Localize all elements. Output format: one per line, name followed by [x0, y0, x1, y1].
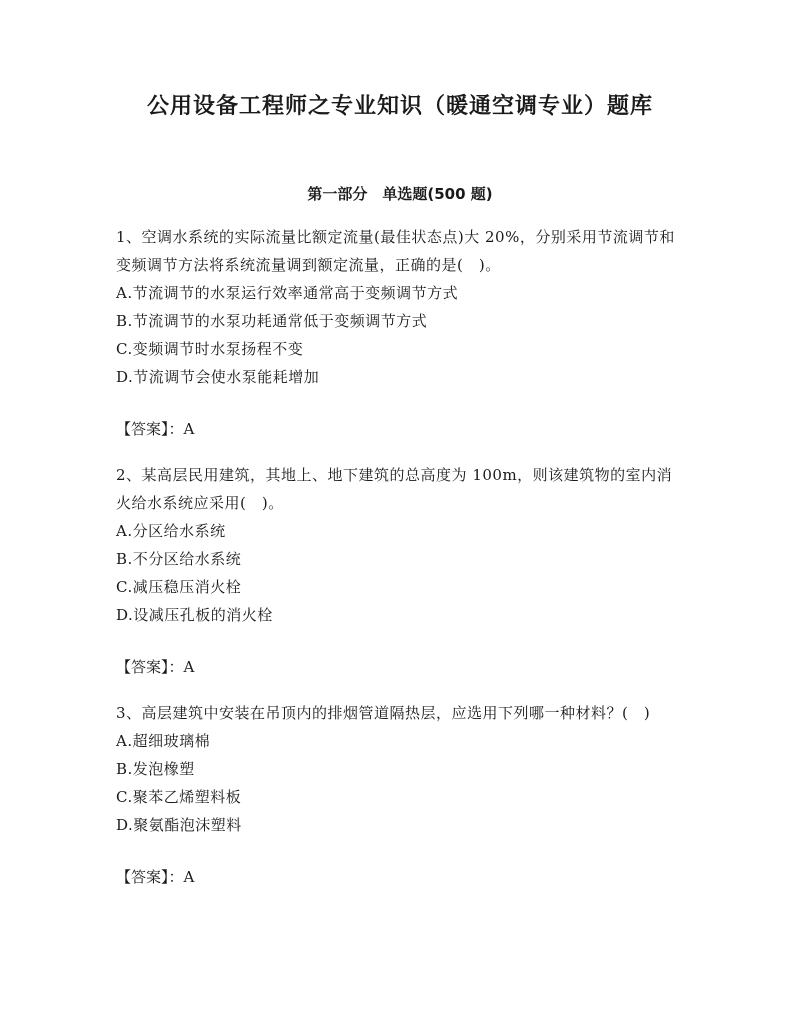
answer-line: [116, 415, 676, 443]
option-b: B.节流调节的水泵功耗通常低于变频调节方式: [116, 312, 428, 330]
question-stem: 1、空调水系统的实际流量比额定流量(最佳状态点)大 20%，分别采用节流调节和变频调节方法将系统流量调到额定流量，正确的是( )。: [116, 228, 675, 274]
option-b: B.不分区给水系统: [116, 550, 242, 568]
document-title: 公用设备工程师之专业知识（暖通空调专业）题库: [146, 94, 653, 119]
option-a: A.节流调节的水泵运行效率通常高于变频调节方式: [116, 284, 459, 302]
question-stem: 2、某高层民用建筑，其地上、地下建筑的总高度为 100m，则该建筑物的室内消火给水系统应采用( )。: [116, 466, 673, 512]
answer-line: [116, 653, 676, 681]
answer-value: A: [183, 420, 195, 438]
answer-label: 【答案】：: [116, 658, 184, 676]
answer-label: 【答案】：: [116, 868, 184, 886]
option-c: C.聚苯乙烯塑料板: [116, 788, 242, 806]
question-stem: 3、高层建筑中安装在吊顶内的排烟管道隔热层，应选用下列哪一种材料？( ): [116, 704, 651, 722]
option-d: D.节流调节会使水泵能耗增加: [116, 368, 320, 386]
option-b: B.发泡橡塑: [116, 760, 195, 778]
option-a: A.分区给水系统: [116, 522, 226, 540]
question-2: [116, 461, 676, 681]
question-3: [116, 699, 676, 891]
answer-label: 【答案】：: [116, 420, 184, 438]
option-d: D.设减压孔板的消火栓: [116, 606, 273, 624]
option-d: D.聚氨酯泡沫塑料: [116, 816, 242, 834]
question-list: [116, 223, 676, 909]
option-c: C.减压稳压消火栓: [116, 578, 242, 596]
option-a: A.超细玻璃棉: [116, 732, 211, 750]
answer-value: A: [183, 658, 195, 676]
question-1: [116, 223, 676, 443]
section-title: 第一部分 单选题(500 题): [307, 185, 493, 203]
answer-line: [116, 863, 676, 891]
answer-value: A: [183, 868, 195, 886]
option-c: C.变频调节时水泵扬程不变: [116, 340, 304, 358]
